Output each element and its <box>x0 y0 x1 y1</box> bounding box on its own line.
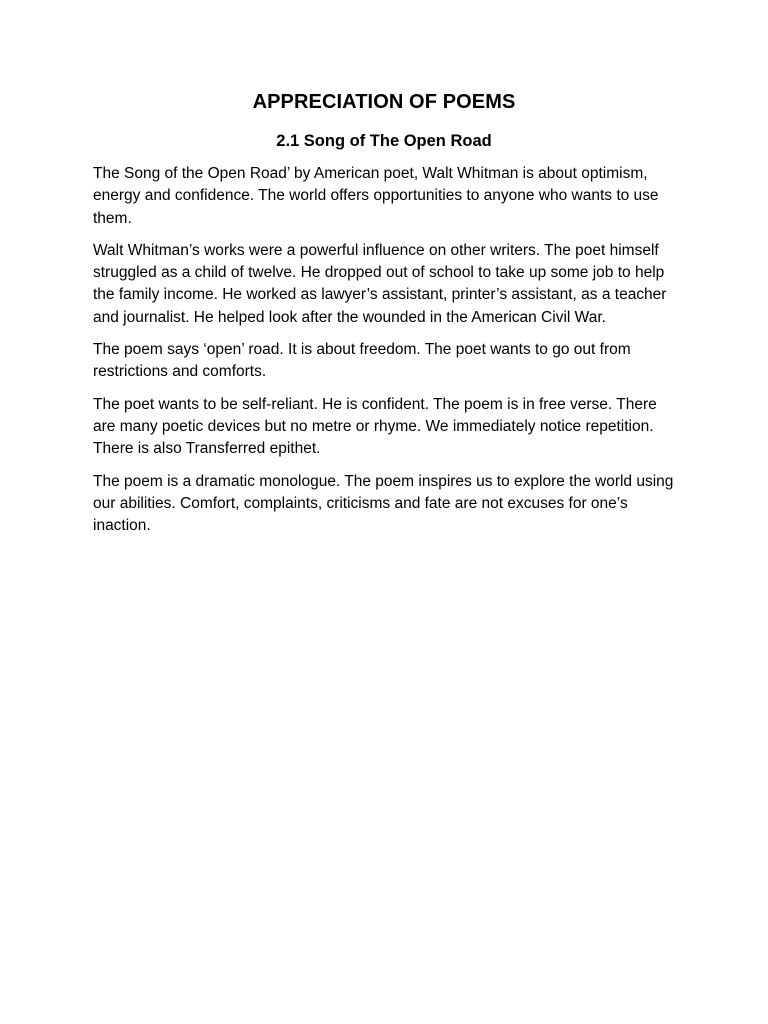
page-title: APPRECIATION OF POEMS <box>252 91 516 113</box>
paragraph-3: The poem says ‘open’ road. It is about freedom. The poet wants to go out from restrictions and comforts. <box>93 341 631 381</box>
section-heading: 2.1 Song of The Open Road <box>276 132 492 150</box>
document-body <box>93 163 678 547</box>
paragraph-1: The Song of the Open Road’ by American poet, Walt Whitman is about optimism, energy and confidence. The world offers opportunities to anyone who wants to use them. <box>93 165 659 227</box>
paragraph-5: The poem is a dramatic monologue. The poem inspires us to explore the world using our abilities. Comfort, complaints, criticisms and fate are not excuses for one’s inaction. <box>93 472 674 535</box>
paragraph-2: Walt Whitman’s works were a powerful influence on other writers. The poet himself struggled as a child of twelve. He dropped out of school to take up some job to help the family income. He worked as lawyer’s assistant, printer’s assistant, as a teacher and journalist. He helped look after the wounded in the American Civil War. <box>93 241 667 326</box>
paragraph-4: The poet wants to be self-reliant. He is confident. The poem is in free verse. There are many poetic devices but no metre or rhyme. We immediately notice repetition. There is also Transferred epithet. <box>93 395 657 458</box>
